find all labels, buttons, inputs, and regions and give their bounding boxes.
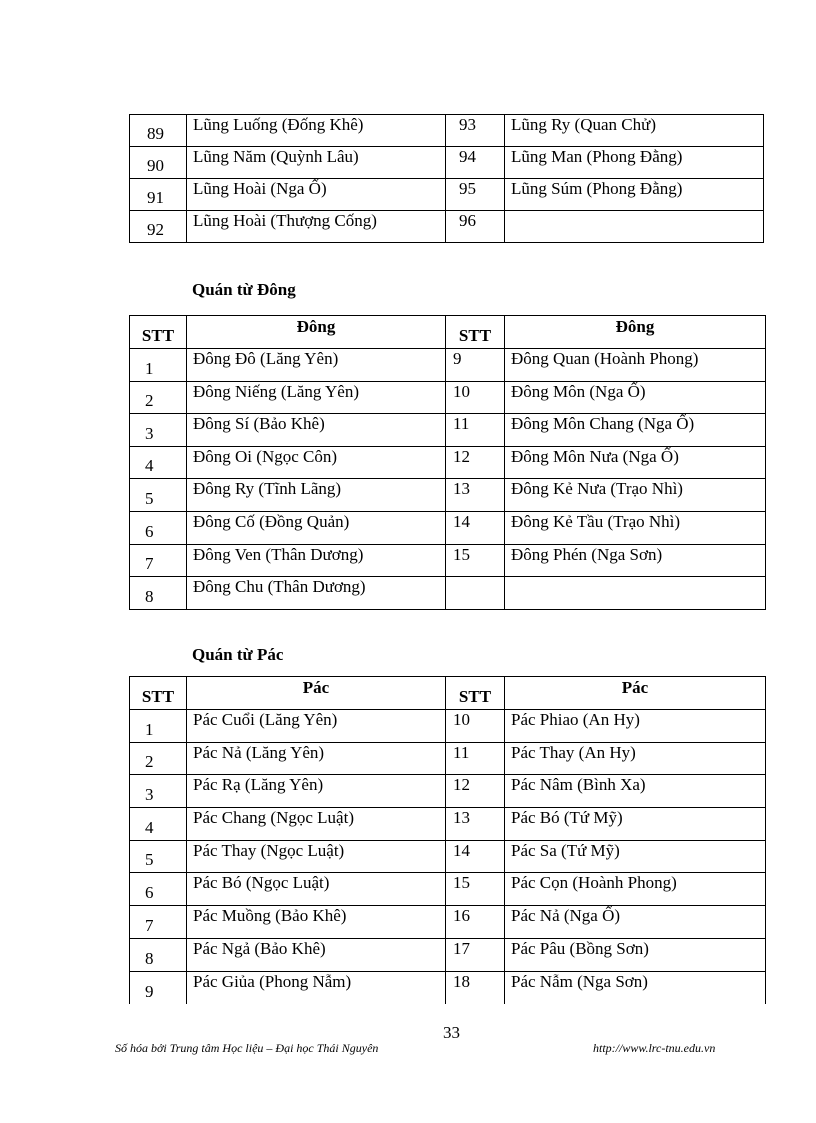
row-number: 16 [446, 906, 505, 939]
row-number: 6 [130, 873, 187, 906]
table-row [130, 544, 766, 577]
row-number: 13 [446, 808, 505, 841]
dong-column-header: Đông [187, 316, 446, 349]
place-name: Pác Phiao (An Hy) [505, 710, 766, 743]
table-row [130, 414, 766, 447]
table-row [130, 742, 766, 775]
row-number: 9 [446, 349, 505, 382]
place-name: Pác Bó (Ngọc Luật) [187, 873, 446, 906]
place-name: Pác Muồng (Bảo Khê) [187, 906, 446, 939]
row-number: 10 [446, 710, 505, 743]
stt-header: STT [446, 677, 505, 710]
row-number: 1 [130, 710, 187, 743]
row-number: 7 [130, 544, 187, 577]
place-name: Lũng Hoài (Thượng Cống) [187, 211, 446, 243]
table-row [130, 710, 766, 743]
place-name: Đông Ven (Thân Dương) [187, 544, 446, 577]
row-number: 1 [130, 349, 187, 382]
place-name: Pác Cọn (Hoành Phong) [505, 873, 766, 906]
place-name: Đông Môn (Nga Ổ) [505, 381, 766, 414]
row-number: 15 [446, 873, 505, 906]
place-name: Pác Chang (Ngọc Luật) [187, 808, 446, 841]
place-name: Đông Phén (Nga Sơn) [505, 544, 766, 577]
row-number: 18 [446, 971, 505, 1004]
row-number: 12 [446, 775, 505, 808]
row-number: 14 [446, 511, 505, 544]
place-name: Lũng Luống (Đống Khê) [187, 115, 446, 147]
table-row [130, 381, 766, 414]
section-title-pac: Quán từ Pác [192, 645, 284, 664]
place-name: Pác Rạ (Lăng Yên) [187, 775, 446, 808]
section-title-dong: Quán từ Đông [192, 280, 296, 299]
stt-header: STT [130, 316, 187, 349]
pac-column-header: Pác [505, 677, 766, 710]
table-row [130, 775, 766, 808]
place-name: Đông Môn Chang (Nga Ổ) [505, 414, 766, 447]
table-row [130, 511, 766, 544]
table-row [130, 211, 764, 243]
place-name: Lũng Súm (Phong Đằng) [505, 179, 764, 211]
row-number: 93 [446, 115, 505, 147]
place-name: Lũng Hoài (Nga Ổ) [187, 179, 446, 211]
row-number: 89 [130, 115, 187, 147]
pac-table-header [130, 677, 766, 710]
pac-table [129, 676, 766, 1004]
dong-table-header [130, 316, 766, 349]
row-number: 2 [130, 742, 187, 775]
place-name: Pác Pâu (Bồng Sơn) [505, 938, 766, 971]
row-number: 3 [130, 414, 187, 447]
place-name: Lũng Man (Phong Đằng) [505, 147, 764, 179]
table-row [130, 115, 764, 147]
row-number: 91 [130, 179, 187, 211]
place-name: Đông Chu (Thân Dương) [187, 577, 446, 610]
row-number: 7 [130, 906, 187, 939]
dong-column-header: Đông [505, 316, 766, 349]
table-row [130, 938, 766, 971]
page-number: 33 [443, 1023, 460, 1042]
row-number: 11 [446, 414, 505, 447]
row-number: 10 [446, 381, 505, 414]
row-number: 6 [130, 511, 187, 544]
row-number: 14 [446, 840, 505, 873]
stt-header: STT [130, 677, 187, 710]
stt-header: STT [446, 316, 505, 349]
place-name: Đông Kẻ Tầu (Trạo Nhì) [505, 511, 766, 544]
row-number: 94 [446, 147, 505, 179]
place-name: Lũng Năm (Quỳnh Lâu) [187, 147, 446, 179]
row-number: 8 [130, 577, 187, 610]
table-row [130, 446, 766, 479]
row-number: 13 [446, 479, 505, 512]
place-name: Đông Sí (Bảo Khê) [187, 414, 446, 447]
place-name: Pác Nâm (Bình Xa) [505, 775, 766, 808]
place-name: Đông Oi (Ngọc Côn) [187, 446, 446, 479]
place-name: Pác Bó (Tứ Mỹ) [505, 808, 766, 841]
table-row [130, 577, 766, 610]
place-name: Pác Nả (Nga Ổ) [505, 906, 766, 939]
pac-column-header: Pác [187, 677, 446, 710]
row-number [446, 577, 505, 610]
row-number: 5 [130, 840, 187, 873]
row-number: 5 [130, 479, 187, 512]
place-name: Pác Cuổi (Lăng Yên) [187, 710, 446, 743]
row-number: 11 [446, 742, 505, 775]
table-row [130, 906, 766, 939]
place-name: Pác Giủa (Phong Nẫm) [187, 971, 446, 1004]
table-row [130, 808, 766, 841]
row-number: 2 [130, 381, 187, 414]
table-row [130, 479, 766, 512]
place-name: Pác Nẫm (Nga Sơn) [505, 971, 766, 1004]
place-name: Đông Môn Nưa (Nga Ổ) [505, 446, 766, 479]
place-name: Đông Kẻ Nưa (Trạo Nhì) [505, 479, 766, 512]
place-name: Đông Ry (Tĩnh Lãng) [187, 479, 446, 512]
footer-source: Số hóa bởi Trung tâm Học liệu – Đại học Thái Nguyên [115, 1041, 379, 1055]
row-number: 3 [130, 775, 187, 808]
row-number: 4 [130, 446, 187, 479]
place-name [505, 211, 764, 243]
table-row [130, 147, 764, 179]
place-name: Đông Cố (Đồng Quản) [187, 511, 446, 544]
place-name: Pác Sa (Tứ Mỹ) [505, 840, 766, 873]
row-number: 12 [446, 446, 505, 479]
row-number: 95 [446, 179, 505, 211]
row-number: 90 [130, 147, 187, 179]
place-name: Pác Thay (An Hy) [505, 742, 766, 775]
dong-table [129, 315, 766, 610]
table-row [130, 349, 766, 382]
place-name: Đông Niếng (Lăng Yên) [187, 381, 446, 414]
place-name: Pác Thay (Ngọc Luật) [187, 840, 446, 873]
table-row [130, 873, 766, 906]
place-name: Đông Đô (Lăng Yên) [187, 349, 446, 382]
place-name: Đông Quan (Hoành Phong) [505, 349, 766, 382]
row-number: 9 [130, 971, 187, 1004]
footer-url: http://www.lrc-tnu.edu.vn [593, 1041, 716, 1055]
place-name: Pác Ngả (Bảo Khê) [187, 938, 446, 971]
row-number: 8 [130, 938, 187, 971]
place-name: Lũng Ry (Quan Chử) [505, 115, 764, 147]
continued-list-table [129, 114, 764, 243]
row-number: 15 [446, 544, 505, 577]
place-name [505, 577, 766, 610]
row-number: 96 [446, 211, 505, 243]
place-name: Pác Nả (Lăng Yên) [187, 742, 446, 775]
table-row [130, 179, 764, 211]
table-row [130, 971, 766, 1004]
row-number: 4 [130, 808, 187, 841]
table-row [130, 840, 766, 873]
row-number: 92 [130, 211, 187, 243]
row-number: 17 [446, 938, 505, 971]
